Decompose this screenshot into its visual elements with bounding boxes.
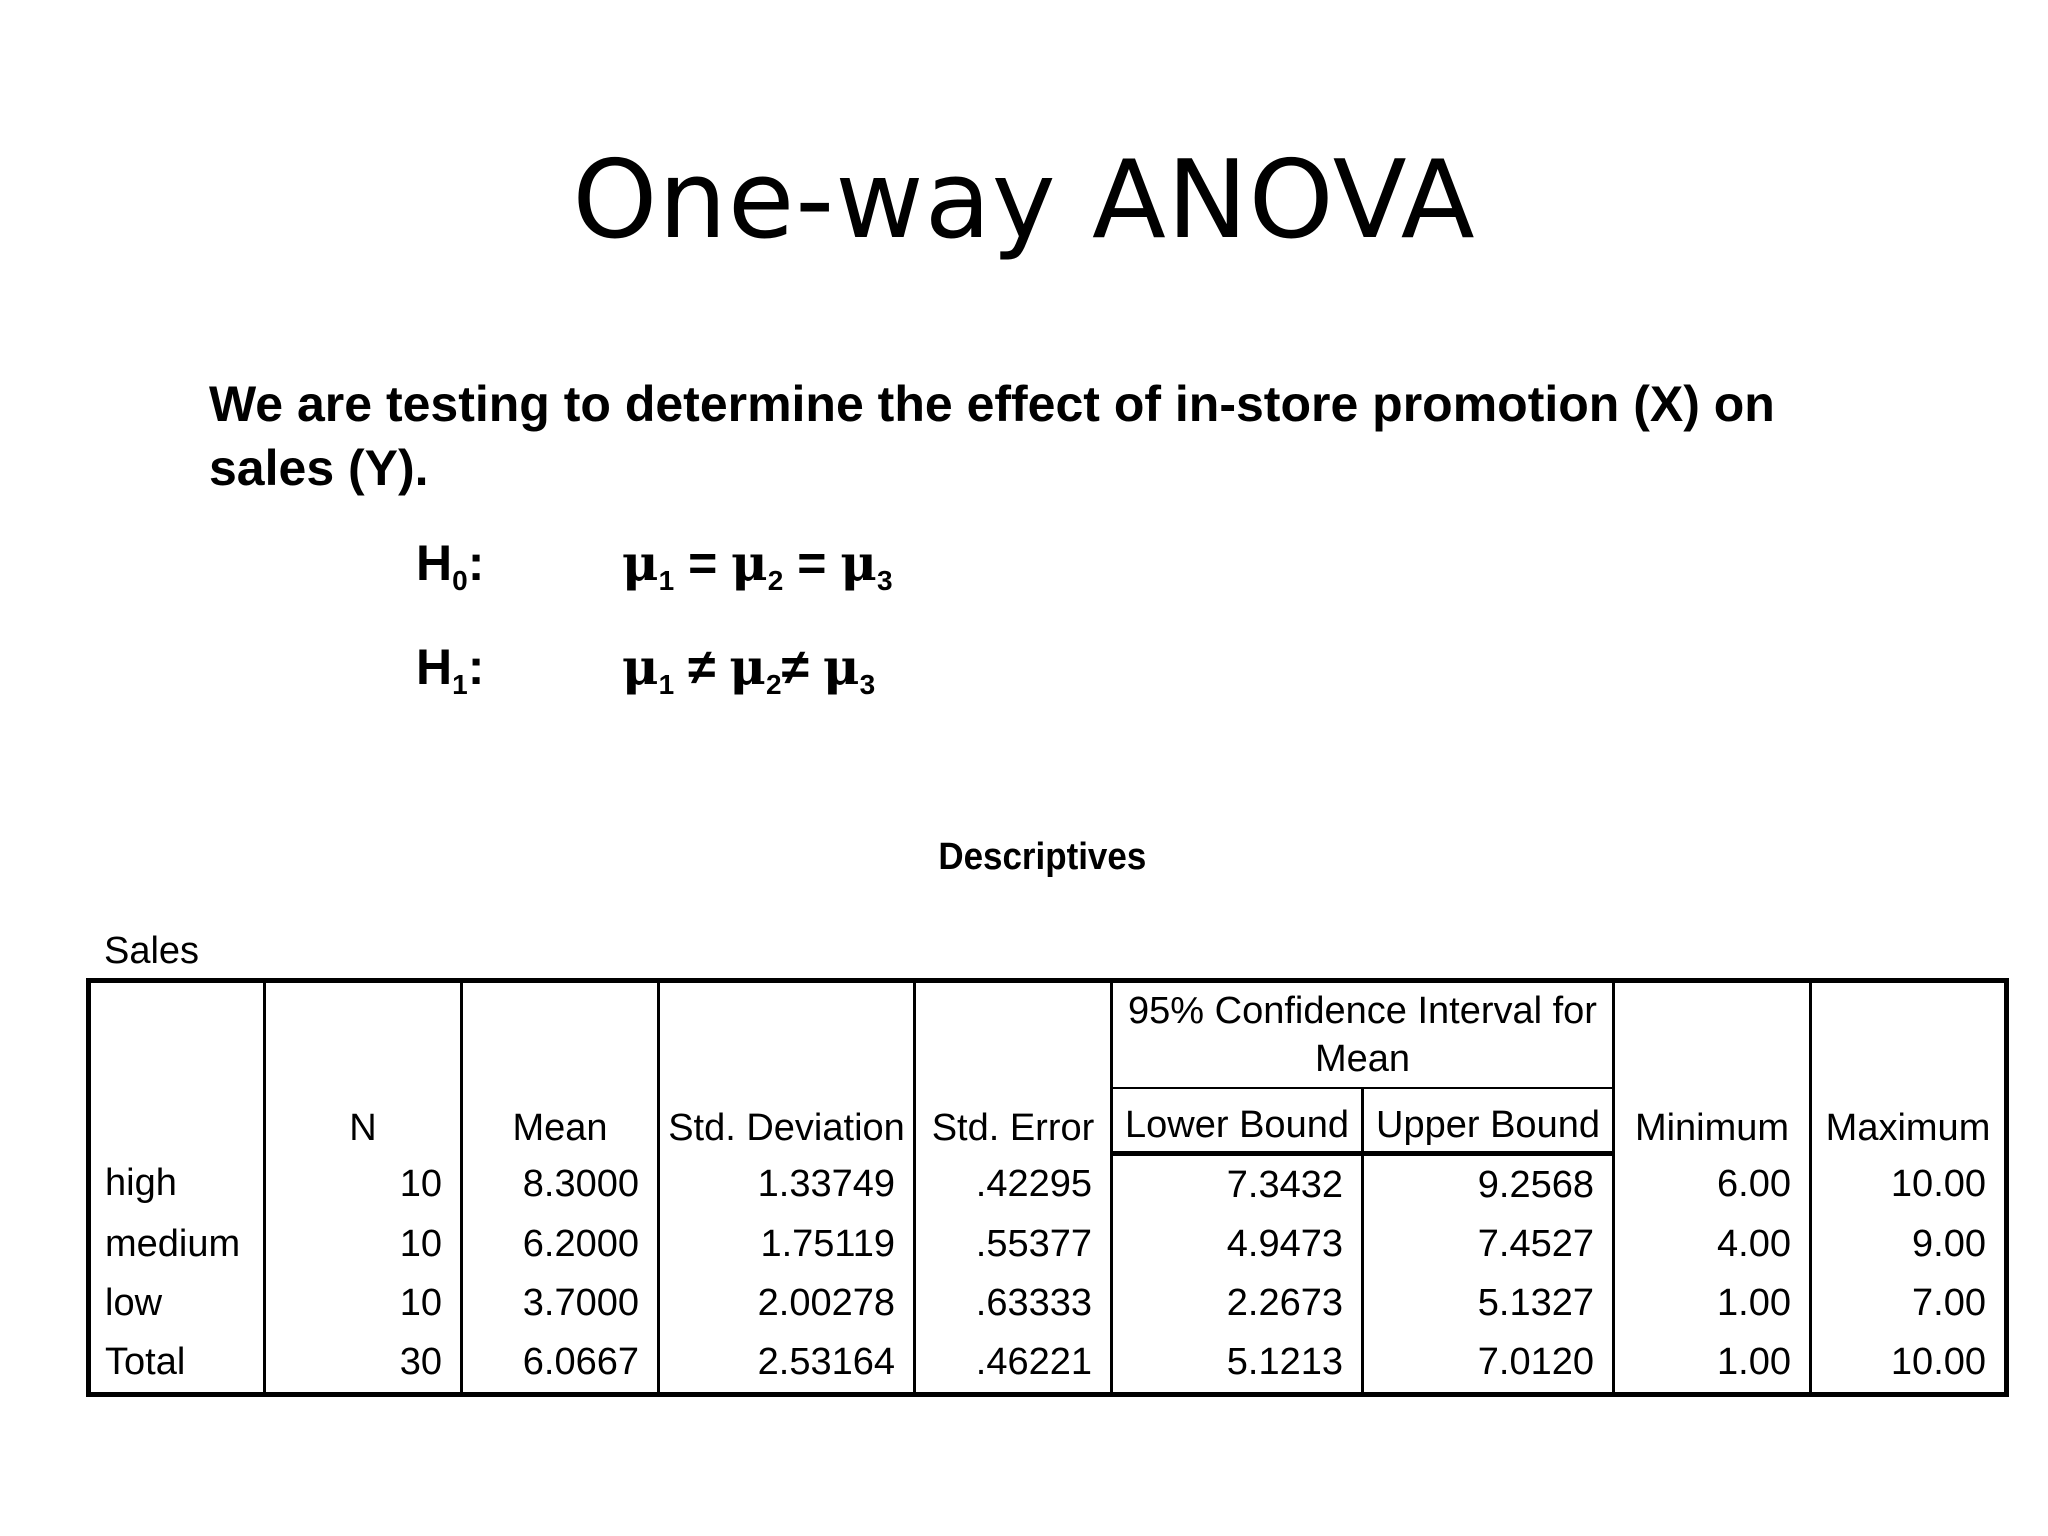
cell-mean: 3.7000 [462,1274,659,1333]
cell-lower-bound: 5.1213 [1112,1333,1363,1395]
variable-label: Sales [104,930,200,972]
row-label: high [105,1161,177,1204]
cell-maximum: 7.00 [1811,1274,2007,1333]
null-hypothesis [416,528,893,598]
cell-std-deviation: 1.33749 [659,1154,915,1216]
cell-lower-bound: 7.3432 [1112,1154,1363,1216]
column-header-mean: Mean [462,981,659,1154]
cell-std-error: .63333 [915,1274,1112,1333]
cell-maximum: 10.00 [1811,1333,2007,1395]
column-header-maximum: Maximum [1811,981,2007,1154]
confidence-interval-header: 95% Confidence Interval for Mean [1112,981,1614,1089]
column-header-upper-bound: Upper Bound [1363,1088,1614,1154]
cell-upper-bound: 9.2568 [1363,1154,1614,1216]
intro-line-2: sales (Y). [209,440,429,496]
cell-upper-bound: 5.1327 [1363,1274,1614,1333]
cell-maximum: 10.00 [1811,1154,2007,1216]
cell-maximum: 9.00 [1811,1215,2007,1274]
cell-std-deviation: 1.75119 [659,1215,915,1274]
cell-mean: 8.3000 [462,1154,659,1216]
row-label: Total [105,1341,186,1383]
alternative-hypothesis-expression: $\mu_1 \ne \mu_2\ne \mu_3$ [622,637,876,700]
table-corner [89,981,265,1154]
row-label: medium [105,1223,241,1265]
intro-line-1: We are testing to determine the effect of in-store promotion (X) on [209,376,1775,432]
cell-std-error: .46221 [915,1333,1112,1395]
cell-minimum: 1.00 [1614,1333,1811,1395]
intro-text [209,372,1929,500]
cell-n: 10 [265,1274,462,1333]
column-header-lower-bound: Lower Bound [1112,1088,1363,1154]
cell-n: 30 [265,1333,462,1395]
cell-std-deviation: 2.53164 [659,1333,915,1395]
column-header-std-error: Std. Error [915,981,1112,1154]
table-row [89,1274,2007,1333]
cell-std-error: .42295 [915,1154,1112,1216]
cell-n: 10 [265,1154,462,1216]
null-hypothesis-expression: $\mu_1 = \mu_2 = \mu_3$ [622,533,893,596]
descriptives-table [86,978,2009,1397]
cell-lower-bound: 4.9473 [1112,1215,1363,1274]
alternative-hypothesis-label: $H_1$: [416,639,485,700]
row-label: low [105,1282,163,1324]
column-header-std-deviation: Std. Deviation [659,981,915,1154]
cell-mean: 6.0667 [462,1333,659,1395]
descriptives-title: Descriptives [938,836,1147,878]
table-row [89,1333,2007,1395]
cell-mean: 6.2000 [462,1215,659,1274]
cell-upper-bound: 7.4527 [1363,1215,1614,1274]
cell-n: 10 [265,1215,462,1274]
cell-minimum: 6.00 [1614,1154,1811,1216]
null-hypothesis-label: $H_0$: [416,535,485,596]
table-row [89,1215,2007,1274]
cell-std-error: .55377 [915,1215,1112,1274]
cell-minimum: 4.00 [1614,1215,1811,1274]
alternative-hypothesis [416,632,875,702]
column-header-n: N [265,981,462,1154]
column-header-minimum: Minimum [1614,981,1811,1154]
cell-lower-bound: 2.2673 [1112,1274,1363,1333]
cell-upper-bound: 7.0120 [1363,1333,1614,1395]
slide-title: One-way ANOVA [572,138,1476,263]
cell-std-deviation: 2.00278 [659,1274,915,1333]
cell-minimum: 1.00 [1614,1274,1811,1333]
table-row [89,1154,2007,1216]
